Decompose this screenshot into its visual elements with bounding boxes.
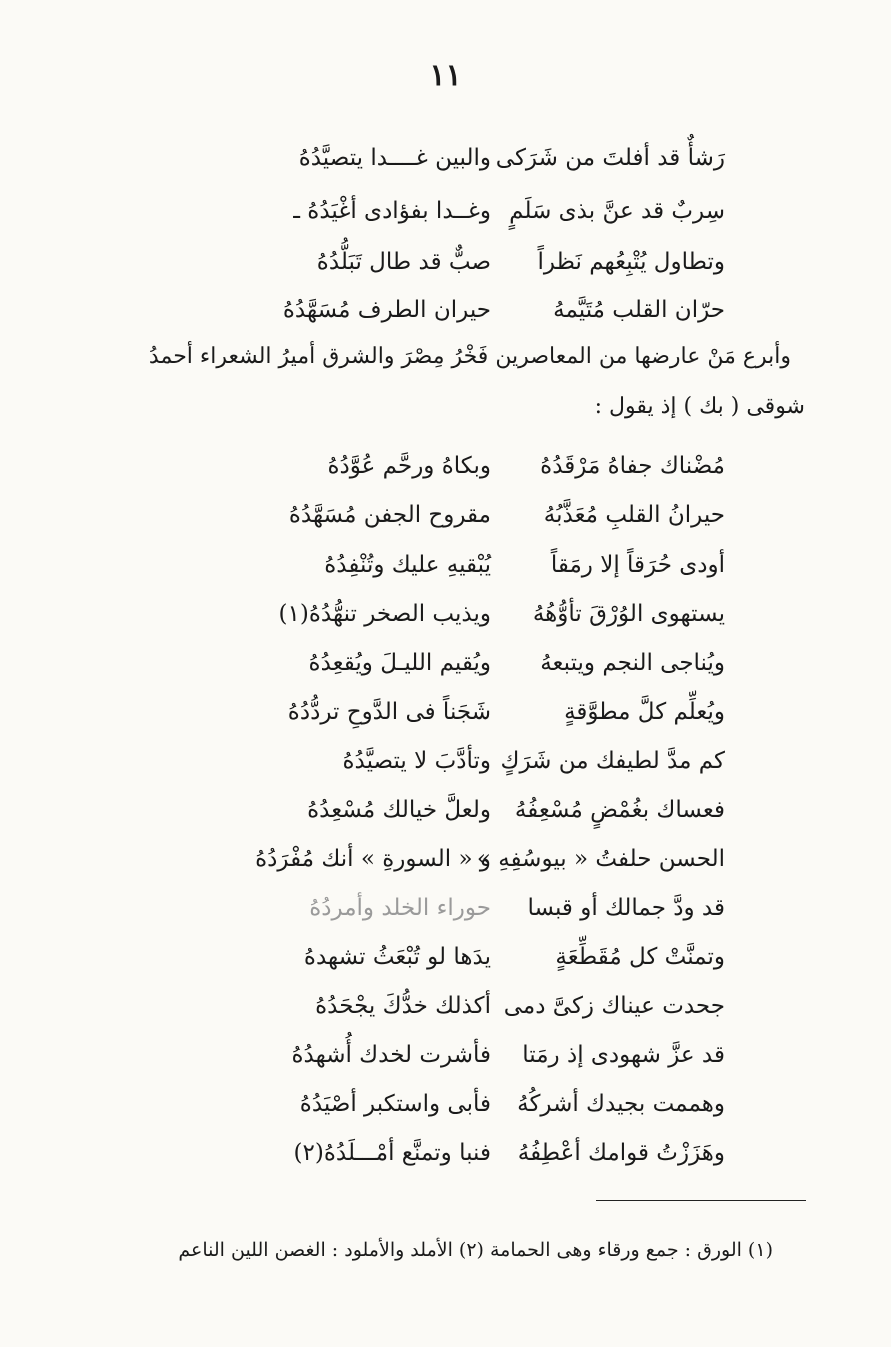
verse-second-hemistich: مقروح الجفن مُسَهَّدُهُ xyxy=(288,502,491,528)
verse-second-hemistich: و « السورةِ » أنك مُفْرَدُهُ xyxy=(255,846,491,872)
verse-second-hemistich: ويذيب الصخر تنهُّدُهُ(١) xyxy=(278,601,491,627)
verse-first-hemistich: حيرانُ القلبِ مُعَذَّبُهُ xyxy=(543,502,725,528)
prose-line: وأبرع مَنْ عارضها من المعاصرين فَخْرُ مِصْرَ والشرق أميرُ الشعراء أحمدُ xyxy=(148,344,791,369)
verse-first-hemistich: ويُناجى النجم ويتبعهُ xyxy=(540,650,725,676)
verse-first-hemistich: سِربٌ قد عنَّ بذى سَلَمٍ xyxy=(509,198,725,224)
verse-first-hemistich: وتطاول يُتْبِعُهم نَظراً xyxy=(537,249,725,275)
verse-second-hemistich: ولعلَّ خيالك مُسْعِدُهُ xyxy=(307,797,491,823)
verse-first-hemistich: حرّان القلب مُتَيَّمهُ xyxy=(553,297,725,323)
verse-first-hemistich: مُضْناك جفاهُ مَرْقَدُهُ xyxy=(540,453,725,479)
verse-second-hemistich: وبكاهُ ورحَّم عُوَّدُهُ xyxy=(327,453,491,479)
verse-first-hemistich: أودى حُرَقاً إلا رمَقاً xyxy=(550,552,725,578)
verse-first-hemistich: كم مدَّ لطيفك من شَرَكٍ xyxy=(500,748,725,774)
verse-first-hemistich: ويُعلِّم كلَّ مطوَّقةٍ xyxy=(564,699,725,725)
verse-first-hemistich: رَشأٌ قد أفلتَ من شَرَكى xyxy=(495,145,725,171)
verse-second-hemistich: فأبى واستكبر أصْيَدُهُ xyxy=(299,1091,491,1117)
verse-second-hemistich: حوراء الخلد وأمردُهُ xyxy=(309,895,491,921)
page-number: ١١ xyxy=(429,58,462,93)
verse-second-hemistich: فأشرت لخدك أُشهدُهُ xyxy=(291,1042,491,1068)
verse-first-hemistich: جحدت عيناك زكىَّ دمى xyxy=(503,993,725,1019)
verse-second-hemistich: ويُقيم الليـلَ ويُقعِدُهُ xyxy=(308,650,491,676)
verse-first-hemistich: فعساك بغُمْضٍ مُسْعِفُهُ xyxy=(514,797,725,823)
verse-second-hemistich: حيران الطرف مُسَهَّدُهُ xyxy=(282,297,491,323)
verse-first-hemistich: قد عزَّ شهودى إذ رمَتا xyxy=(522,1042,725,1068)
verse-first-hemistich: الحسن حلفتُ « بيوسُفِهِ » xyxy=(476,846,725,872)
verse-second-hemistich: والبين غــــدا يتصيَّدُهُ xyxy=(298,145,491,171)
footnote: (١) الورق : جمع ورقاء وهى الحمامة (٢) الأملد والأملود : الغصن اللين الناعم xyxy=(178,1239,773,1261)
prose-line: شوقى ( بك ) إذ يقول : xyxy=(594,394,805,419)
verse-first-hemistich: قد ودَّ جمالك أو قبسا xyxy=(527,895,725,921)
verse-first-hemistich: وهَزَزْتُ قوامك أعْطِفُهُ xyxy=(517,1140,725,1166)
verse-second-hemistich: فنبا وتمنَّع أمْـــلَدُهُ(٢) xyxy=(293,1140,491,1166)
verse-second-hemistich: يُبْقيهِ عليك وتُنْفِدُهُ xyxy=(324,552,491,578)
verse-first-hemistich: يستهوى الوُرْقَ تأوُّهُهُ xyxy=(532,601,725,627)
footnote-divider xyxy=(596,1200,806,1201)
verse-first-hemistich: وتمنَّتْ كل مُقَطِّعَةٍ xyxy=(555,944,725,970)
verse-second-hemistich: وغــدا بفؤادى أغْيَدُهُ ـ xyxy=(293,198,491,224)
verse-second-hemistich: شَجَناً فى الدَّوحِ تردُّدُهُ xyxy=(287,699,491,725)
verse-second-hemistich: وتأدَّبَ لا يتصيَّدُهُ xyxy=(342,748,491,774)
verse-second-hemistich: يدَها لو تُبْعَثُ تشهدهُ xyxy=(303,944,491,970)
verse-second-hemistich: صبٌّ قد طال تَبَلُّدُهُ xyxy=(316,249,491,275)
verse-first-hemistich: وهممت بجيدك أشركُهُ xyxy=(517,1091,725,1117)
verse-second-hemistich: أكذلك خدُّكَ يجْحَدُهُ xyxy=(315,993,491,1019)
